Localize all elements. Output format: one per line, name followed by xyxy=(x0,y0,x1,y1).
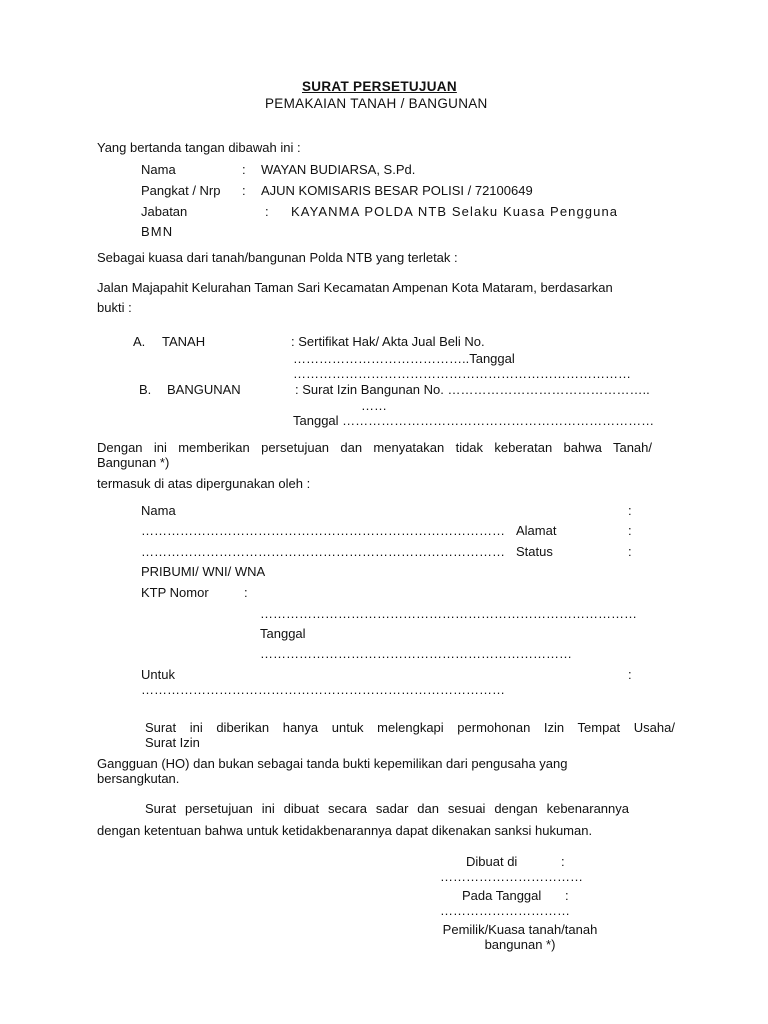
consent-line-2: Bangunan *) xyxy=(97,455,170,470)
document-title: SURAT PERSETUJUAN xyxy=(302,79,457,94)
intro-text: Yang bertanda tangan dibawah ini : xyxy=(97,140,301,155)
user-alamat-label: Alamat xyxy=(516,523,557,538)
consent-line-3: termasuk di atas dipergunakan oleh : xyxy=(97,476,311,491)
para1-line-4: bersangkutan. xyxy=(97,771,180,786)
para2-line-1: Surat persetujuan ini dibuat secara sadar dan sesuai dengan kebenarannya xyxy=(145,801,629,816)
user-ktp-dots: …………………………………………………………………………… xyxy=(260,606,637,621)
signer-pangkat-colon: : xyxy=(242,183,246,198)
sign-owner-line-1: Pemilik/Kuasa tanah/tanah xyxy=(442,922,598,937)
signer-nama-label: Nama xyxy=(141,162,176,177)
sign-owner-line-2: bangunan *) xyxy=(484,937,556,952)
bukti-a-line-1: : Sertifikat Hak/ Akta Jual Beli No. xyxy=(291,334,485,349)
user-nama-label: Nama xyxy=(141,503,176,518)
user-status-value: PRIBUMI/ WNI/ WNA xyxy=(141,564,266,579)
signer-nama-colon: : xyxy=(242,162,246,177)
signer-jabatan-label: Jabatan xyxy=(141,204,188,219)
user-nama-colon: : xyxy=(628,503,632,518)
user-alamat-dots: ………………………………………………………………………… xyxy=(141,544,505,559)
para1-line-1: Surat ini diberikan hanya untuk melengkapi permohonan Izin Tempat Usaha/ xyxy=(145,720,675,735)
sign-dibuat-colon: : xyxy=(561,854,565,869)
user-status-colon: : xyxy=(628,544,632,559)
user-nama-dots: ………………………………………………………………………… xyxy=(141,523,505,538)
bukti-a-line-2: …………………………………..Tanggal xyxy=(293,351,515,366)
location-line-2: bukti : xyxy=(97,300,132,315)
user-status-label: Status xyxy=(516,544,553,559)
bukti-b-line-2: …… xyxy=(361,398,387,413)
bukti-b-line-3: Tanggal ……………………………………………………………… xyxy=(293,413,655,428)
signer-jabatan-cont: BMN xyxy=(141,224,174,239)
bukti-a-line-3: …………………………………………………………………… xyxy=(293,366,631,381)
user-tanggal-label: Tanggal xyxy=(260,626,306,641)
signer-pangkat-label: Pangkat / Nrp xyxy=(141,183,221,198)
consent-line-1: Dengan ini memberikan persetujuan dan menyatakan tidak keberatan bahwa Tanah/ xyxy=(97,440,652,455)
user-alamat-colon: : xyxy=(628,523,632,538)
bukti-b-marker: B. xyxy=(139,382,152,397)
para1-line-3: Gangguan (HO) dan bukan sebagai tanda bukti kepemilikan dari pengusaha yang xyxy=(97,756,568,771)
user-ktp-colon: : xyxy=(244,585,248,600)
sign-tanggal-dots: ………………………… xyxy=(440,903,570,918)
bukti-a-marker: A. xyxy=(133,334,146,349)
signer-nama-value: WAYAN BUDIARSA, S.Pd. xyxy=(261,162,416,177)
sign-tanggal-label: Pada Tanggal xyxy=(462,888,542,903)
location-line-1: Jalan Majapahit Kelurahan Taman Sari Kecamatan Ampenan Kota Mataram, berdasarkan xyxy=(97,280,613,295)
sign-dibuat-label: Dibuat di xyxy=(466,854,518,869)
para2-line-2: dengan ketentuan bahwa untuk ketidakbenarannya dapat dikenakan sanksi hukuman. xyxy=(97,823,593,838)
sign-dibuat-dots: …………………………… xyxy=(440,869,583,884)
user-untuk-label: Untuk xyxy=(141,667,175,682)
bukti-a-label: TANAH xyxy=(162,334,206,349)
signer-pangkat-value: AJUN KOMISARIS BESAR POLISI / 72100649 xyxy=(261,183,533,198)
sign-tanggal-colon: : xyxy=(565,888,569,903)
para1-line-2: Surat Izin xyxy=(145,735,200,750)
user-ktp-label: KTP Nomor xyxy=(141,585,209,600)
user-tanggal-dots: ……………………………………………………………… xyxy=(260,646,572,661)
bukti-b-label: BANGUNAN xyxy=(167,382,241,397)
user-untuk-dots: ………………………………………………………………………… xyxy=(141,682,505,697)
signer-jabatan-value: KAYANMA POLDA NTB Selaku Kuasa Pengguna xyxy=(291,204,619,219)
document-subtitle: PEMAKAIAN TANAH / BANGUNAN xyxy=(265,96,488,111)
kuasa-text: Sebagai kuasa dari tanah/bangunan Polda NTB yang terletak : xyxy=(97,250,458,265)
bukti-b-line-1: : Surat Izin Bangunan No. ……………………………………….. xyxy=(295,382,650,397)
user-untuk-colon: : xyxy=(628,667,632,682)
signer-jabatan-colon: : xyxy=(265,204,269,219)
